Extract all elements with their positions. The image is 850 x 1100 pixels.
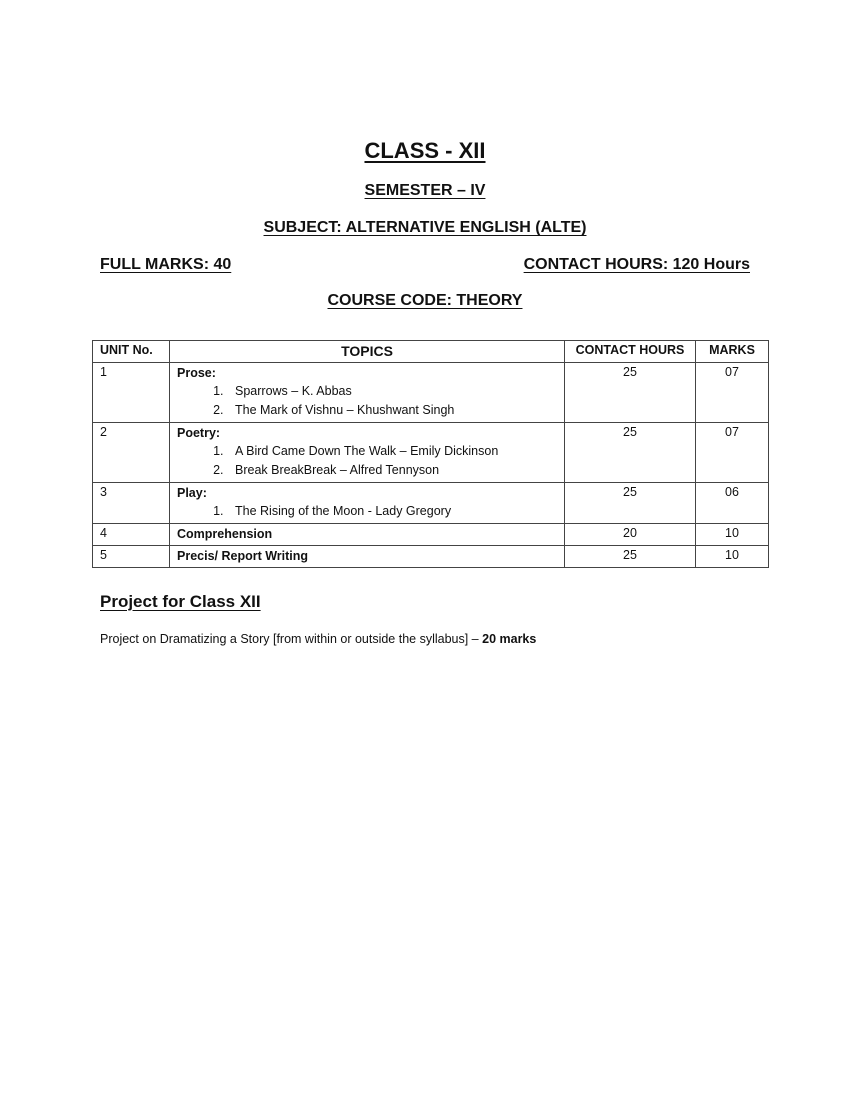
hours-cell: 25 [565, 546, 696, 568]
topic-item: 2. Break BreakBreak – Alfred Tennyson [227, 461, 557, 480]
topics-cell [170, 363, 565, 423]
topic-list [177, 442, 557, 480]
topic-category: Precis/ Report Writing [177, 549, 309, 563]
hours-cell: 25 [565, 423, 696, 483]
table-row [93, 423, 769, 483]
unit-cell: 4 [93, 524, 170, 546]
topic-item: 1. A Bird Came Down The Walk – Emily Dickinson [227, 442, 557, 461]
semester-heading: SEMESTER – IV [364, 182, 486, 199]
project-text: Project on Dramatizing a Story [from within or outside the syllabus] – [100, 632, 483, 646]
unit-cell: 3 [93, 483, 170, 524]
table-row [93, 483, 769, 524]
topic-category: Play: [177, 486, 207, 500]
marks-cell: 10 [696, 524, 769, 546]
topics-cell [170, 483, 565, 524]
marks-cell: 07 [696, 423, 769, 483]
table-row [93, 363, 769, 423]
marks-cell: 07 [696, 363, 769, 423]
hours-cell: 25 [565, 363, 696, 423]
contact-hours: CONTACT HOURS: 120 Hours [523, 256, 750, 273]
topic-item: 2. The Mark of Vishnu – Khushwant Singh [227, 401, 557, 420]
syllabus-table [92, 340, 769, 568]
column-header-marks: MARKS [696, 341, 769, 363]
subject-heading: SUBJECT: ALTERNATIVE ENGLISH (ALTE) [263, 219, 587, 236]
topic-category: Comprehension [177, 527, 273, 541]
topic-category: Prose: [177, 366, 216, 380]
hours-cell: 25 [565, 483, 696, 524]
topic-category: Poetry: [177, 426, 221, 440]
table-header-row [93, 341, 769, 363]
table-row [93, 524, 769, 546]
topic-list [177, 382, 557, 420]
table-row [93, 546, 769, 568]
course-code: COURSE CODE: THEORY [327, 292, 523, 309]
page-title: CLASS - XII [364, 138, 486, 163]
topic-item: 1. Sparrows – K. Abbas [227, 382, 557, 401]
topics-cell [170, 546, 565, 568]
marks-cell: 06 [696, 483, 769, 524]
hours-cell: 20 [565, 524, 696, 546]
unit-cell: 1 [93, 363, 170, 423]
unit-cell: 2 [93, 423, 170, 483]
project-marks: 20 marks [482, 632, 537, 646]
full-marks: FULL MARKS: 40 [100, 256, 232, 273]
marks-cell: 10 [696, 546, 769, 568]
column-header-contact-hours: CONTACT HOURS [565, 341, 696, 363]
project-description [100, 632, 536, 646]
column-header-topics: TOPICS [170, 341, 565, 363]
column-header-unit: UNIT No. [93, 341, 170, 363]
topic-list [177, 502, 557, 521]
unit-cell: 5 [93, 546, 170, 568]
topic-item: 1. The Rising of the Moon - Lady Gregory [227, 502, 557, 521]
topics-cell [170, 524, 565, 546]
project-heading: Project for Class XII [100, 592, 261, 611]
topics-cell [170, 423, 565, 483]
